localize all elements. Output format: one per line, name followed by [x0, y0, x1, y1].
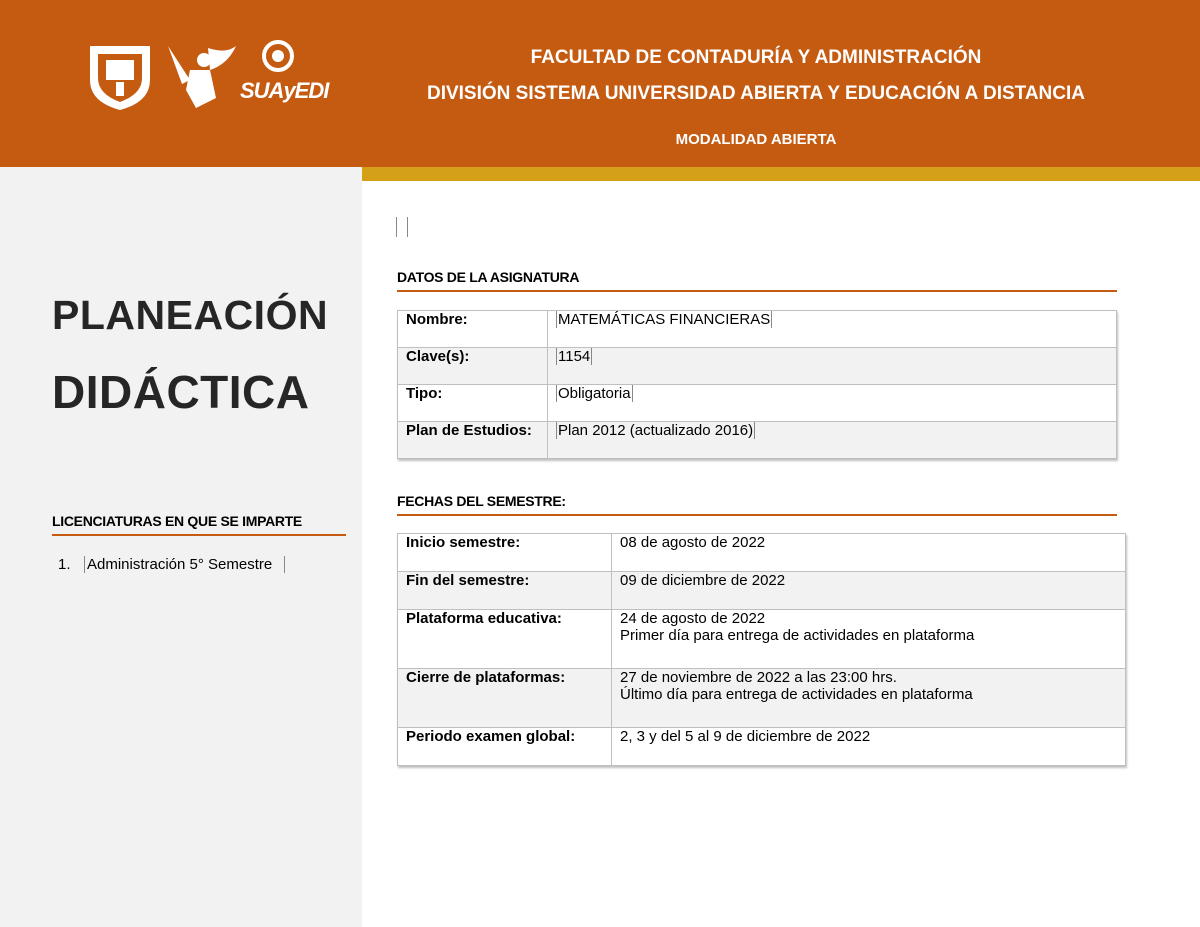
table-row: [398, 728, 1126, 766]
row-label: Fin del semestre:: [398, 572, 612, 610]
tipo-field[interactable]: Obligatoria: [558, 385, 631, 402]
list-item: [58, 556, 285, 573]
modality-title: MODALIDAD ABIERTA: [675, 131, 837, 148]
table-row: [398, 534, 1126, 572]
fechas-heading: FECHAS DEL SEMESTRE:: [397, 493, 1117, 516]
row-note: Primer día para entrega de actividades en plataforma: [620, 627, 975, 644]
nombre-field[interactable]: MATEMÁTICAS FINANCIERAS: [558, 311, 771, 328]
row-value: 2, 3 y del 5 al 9 de diciembre de 2022: [612, 728, 1126, 766]
gold-accent-bar: [362, 167, 1200, 181]
fca-eagle-icon: [168, 46, 236, 108]
row-label: Periodo examen global:: [398, 728, 612, 766]
row-value: 24 de agosto de 2022: [620, 610, 766, 627]
unam-shield-icon: [90, 46, 150, 110]
suayedi-logo-text: SUAyEDI: [240, 78, 329, 103]
row-note: Último día para entrega de actividades en plataforma: [620, 686, 973, 703]
sidebar-panel: [0, 167, 362, 927]
table-row: [398, 422, 1117, 459]
list-item-label[interactable]: Administración 5° Semestre: [84, 556, 285, 573]
row-label: Tipo:: [398, 385, 548, 422]
clave-field[interactable]: 1154: [558, 348, 591, 365]
page-title-line1: PLANEACIÓN: [52, 292, 329, 338]
page-title-line2: DIDÁCTICA: [52, 366, 310, 418]
empty-field-marker[interactable]: [396, 217, 408, 237]
row-value: 27 de noviembre de 2022 a las 23:00 hrs.: [620, 669, 897, 686]
table-row: [398, 385, 1117, 422]
table-row: [398, 572, 1126, 610]
table-row: [398, 311, 1117, 348]
row-label: Inicio semestre:: [398, 534, 612, 572]
row-label: Plataforma educativa:: [398, 610, 612, 669]
plan-field[interactable]: Plan 2012 (actualizado 2016): [558, 422, 754, 439]
asignatura-heading: DATOS DE LA ASIGNATURA: [397, 269, 1117, 292]
row-label: Plan de Estudios:: [398, 422, 548, 459]
row-label: Nombre:: [398, 311, 548, 348]
row-label: Cierre de plataformas:: [398, 669, 612, 728]
suayedi-logo: [264, 42, 292, 70]
row-label: Clave(s):: [398, 348, 548, 385]
table-row: [398, 348, 1117, 385]
table-row: [398, 610, 1126, 669]
asignatura-table: [397, 310, 1117, 459]
table-row: [398, 669, 1126, 728]
row-value: 09 de diciembre de 2022: [612, 572, 1126, 610]
row-value: 08 de agosto de 2022: [612, 534, 1126, 572]
licenciaturas-heading: LICENCIATURAS EN QUE SE IMPARTE: [52, 513, 346, 536]
list-number: 1.: [58, 556, 71, 573]
fechas-table: [397, 533, 1126, 766]
faculty-title: FACULTAD DE CONTADURÍA Y ADMINISTRACIÓN: [530, 47, 982, 68]
division-title: DIVISIÓN SISTEMA UNIVERSIDAD ABIERTA Y EDUCACIÓN A DISTANCIA: [426, 83, 1085, 104]
